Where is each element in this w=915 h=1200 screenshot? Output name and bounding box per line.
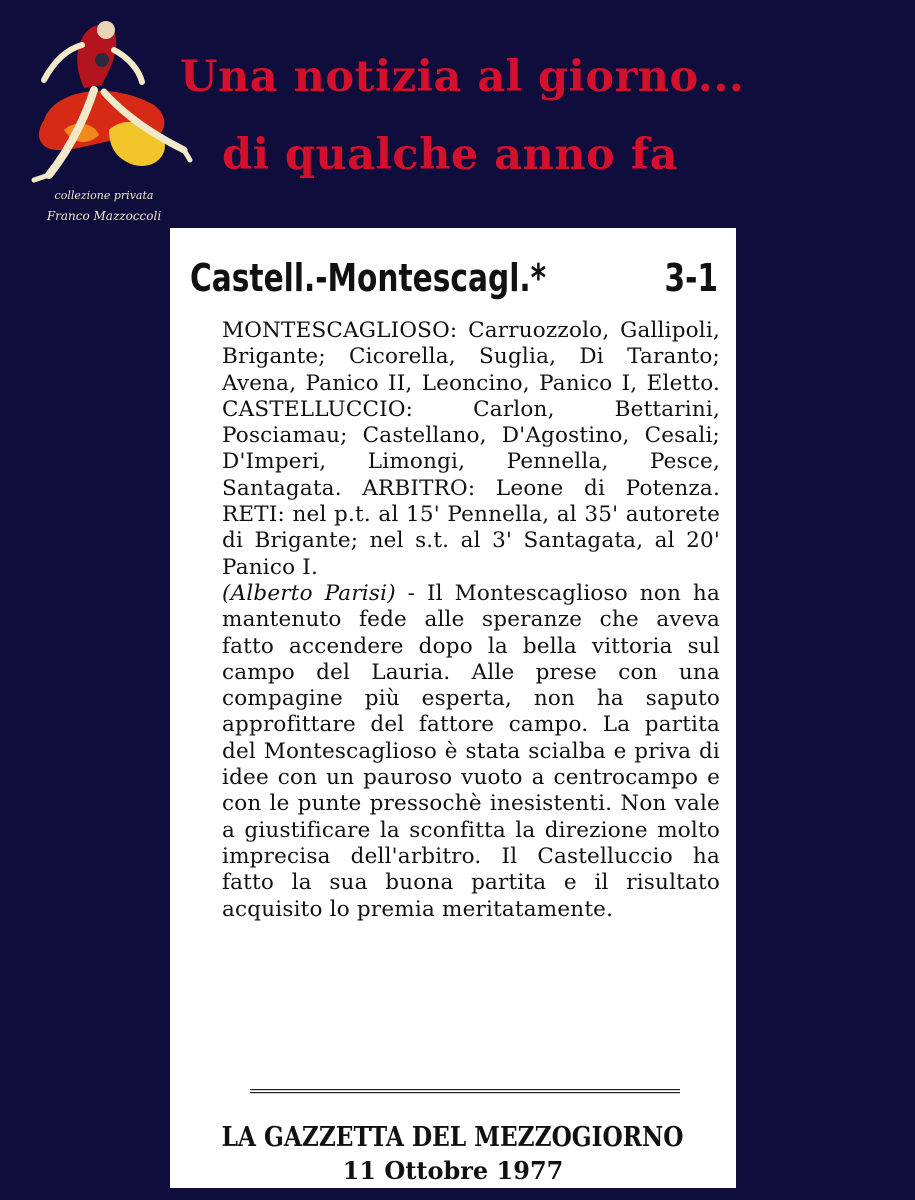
article-body [192,318,720,923]
headline-line2: di qualche anno fa [222,130,679,180]
publication-date: 11 Ottobre 1977 [342,1156,564,1185]
article-report [192,581,720,923]
article-title [190,254,718,302]
newspaper-clipping [170,228,736,1188]
article-lineups: MONTESCAGLIOSO: Carruozzolo, Gallipoli, Brigante; Cicorella, Suglia, Di Taranto; Avena, Panico II, Leoncino, Panico I, Eletto. CASTELLUCCIO: Carlon, Bettarini, Posciamau; Castellano, D'Agostino, Cesali; D'Imperi, Limongi, Pennella, Pesce, Santagata. ARBITRO: Leone di Potenza. RETI: nel p.t. al 15' Pennella, al 35' autorete di Brigante; nel s.t. al 3' Santagata, al 20' Panico I. [222,318,720,580]
article-report-text: - Il Montescaglioso non ha mantenuto fede alle speranze che aveva fatto accendere dopo la bella vittoria sul campo del Lauria. Alle prese con una compagine più esperta, non ha saputo approfittare del fattore campo. La partita del Montescaglioso è stata scialba e priva di idee con un pauroso vuoto a centrocampo e con le punte pressochè inesistenti. Non vale a giustificare la sconfitta la direzione molto imprecisa dell'arbitro. Il Castelluccio ha fatto la sua buona partita e il risultato acquisito lo premia meritatamente. [222,580,720,922]
newspaper-name: LA GAZZETTA DEL MEZZOGIORNO [222,1122,684,1153]
logo-caption-line2: Franco Mazzoccoli [46,209,162,223]
logo-caption-line1: collezione privata [54,189,154,202]
decorative-rule [250,1086,680,1096]
article-title-score: 3-1 [664,256,719,300]
collection-logo [14,10,194,225]
article-byline: (Alberto Parisi) [222,580,396,606]
dancer-illustration-icon [14,10,194,190]
headline-line1: Una notizia al giorno... [180,52,745,102]
article-title-teams: Castell.-Montescagl.* [190,256,547,300]
logo-caption [14,186,194,226]
